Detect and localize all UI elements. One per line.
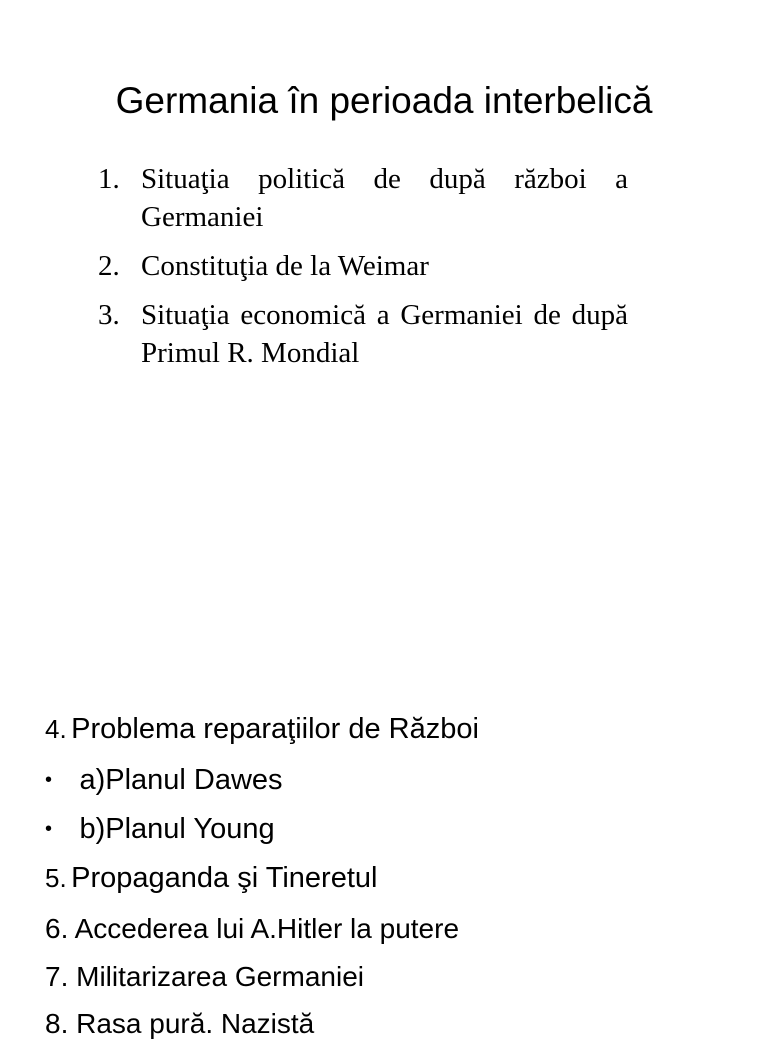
item-7: 7. Militarizarea Germaniei [45,961,364,992]
bullet-item-b [45,813,275,846]
list-item-number: 2. [98,250,120,282]
list-item [98,296,628,372]
item-4-number: 4. [45,714,67,744]
bullet-icon: • [45,818,53,840]
top-numbered-list [98,160,628,383]
bullet-item-a [45,764,283,797]
list-item-text: Situaţia economică a Germaniei de după Primul R. Mondial [141,299,628,369]
item-5-number: 5. [45,863,67,893]
item-6: 6. Accederea lui A.Hitler la putere [45,913,460,944]
list-item-text: Situaţia politică de după război a Germaniei [141,163,628,233]
bullet-item-b-text: b)Planul Young [79,813,275,845]
bullet-item-a-text: a)Planul Dawes [79,764,283,796]
slide-title: Germania în perioada interbelică [115,80,653,121]
item-5 [45,862,377,895]
item-5-text: Propaganda şi Tineretul [71,862,378,894]
list-item-number: 3. [98,299,120,331]
item-4 [45,713,479,746]
list-item-number: 1. [98,163,120,195]
list-item [98,160,628,236]
bullet-icon: • [45,769,53,791]
item-4-text: Problema reparaţiilor de Război [71,713,479,745]
list-item-text: Constituţia de la Weimar [141,250,429,282]
item-8: 8. Rasa pură. Nazistă [45,1008,315,1039]
list-item [98,247,628,285]
